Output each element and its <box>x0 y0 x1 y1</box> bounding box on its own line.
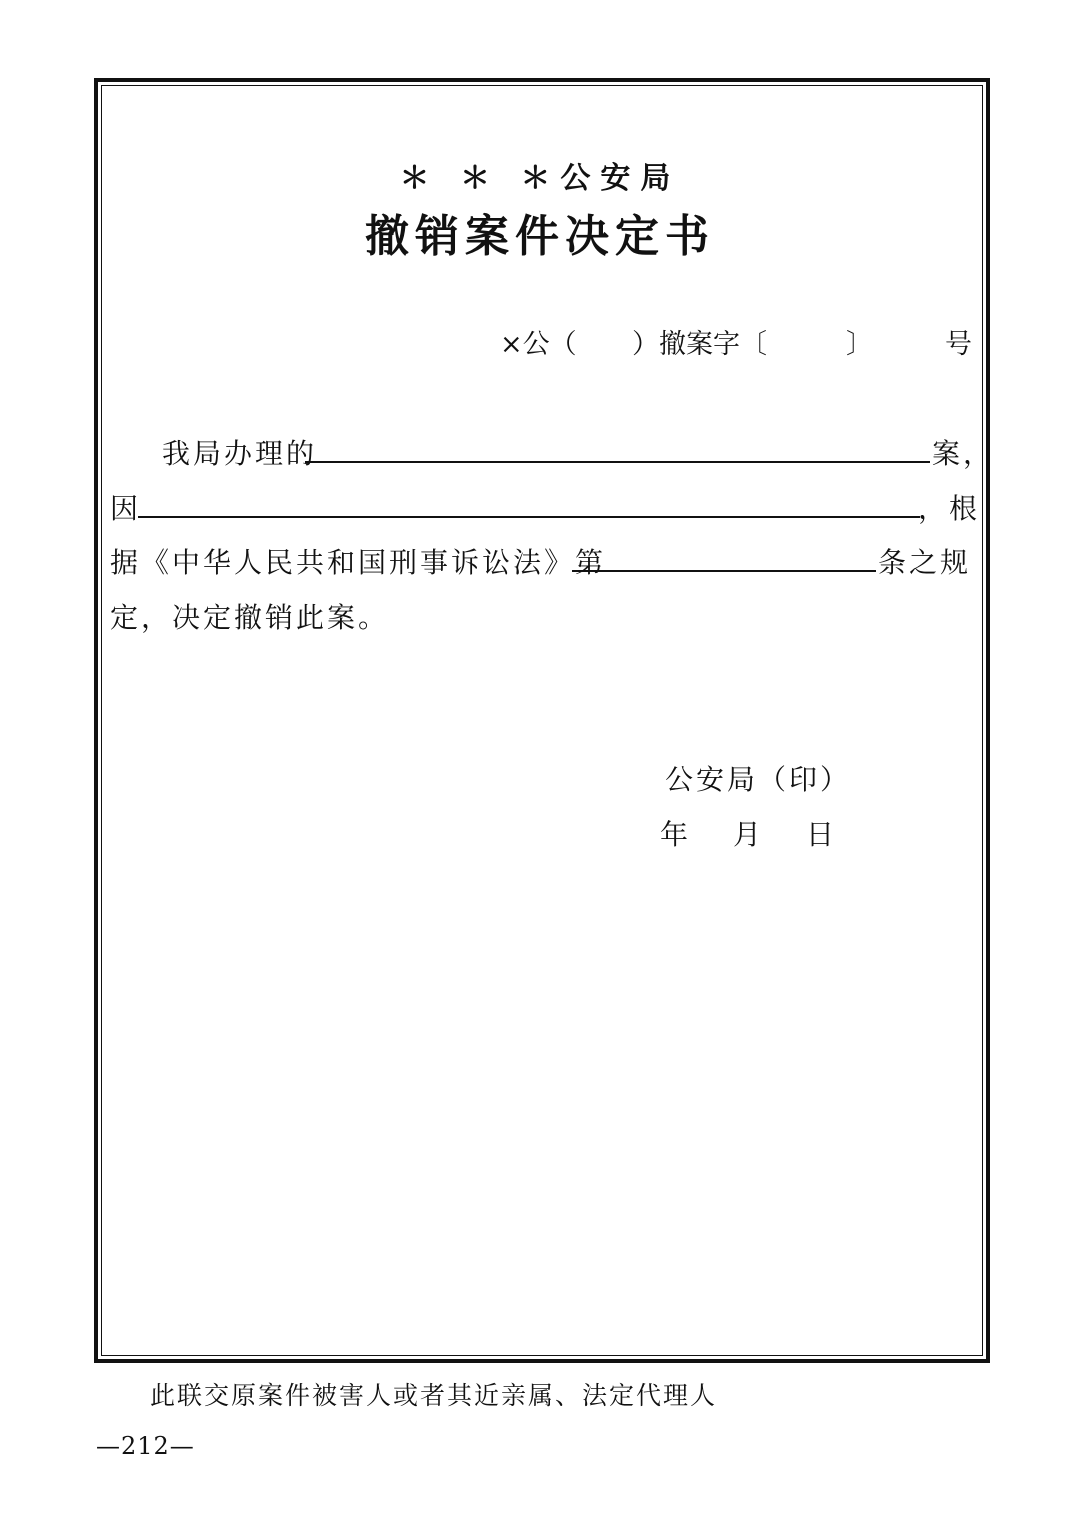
line4: 定，决定撤销此案。 <box>110 601 390 634</box>
line1-start: 我局办理的 <box>162 437 318 470</box>
page-number: —212— <box>96 1432 195 1460</box>
doc-number-prefix: ×公（ <box>500 329 577 360</box>
line3-start: 据《中华人民共和国刑事诉讼法》第 <box>110 546 607 579</box>
issuing-authority: ＊ ＊ ＊公安局 <box>399 161 681 196</box>
line3-end: 条之规 <box>878 546 972 579</box>
doc-number-bracket-close: 〕 <box>846 329 873 360</box>
signature-year: 年 <box>660 818 692 851</box>
case-name-blank <box>305 461 930 463</box>
distribution-note: 此联交原案件被害人或者其近亲属、法定代理人 <box>150 1381 718 1410</box>
line2-end: ，根 <box>918 492 981 525</box>
line1-end: 案， <box>932 437 995 470</box>
doc-number-middle: ）撤案字〔 <box>632 329 767 360</box>
article-number-blank <box>572 570 876 572</box>
signature-day: 日 <box>806 818 838 851</box>
doc-number-suffix: 号 <box>945 329 972 360</box>
signature-month: 月 <box>733 818 765 851</box>
document-title: 撤销案件决定书 <box>365 211 715 262</box>
reason-blank <box>138 516 920 518</box>
line2-start: 因 <box>110 492 142 525</box>
signature-org-seal: 公安局（印） <box>665 763 852 796</box>
inner-border <box>101 85 983 1356</box>
